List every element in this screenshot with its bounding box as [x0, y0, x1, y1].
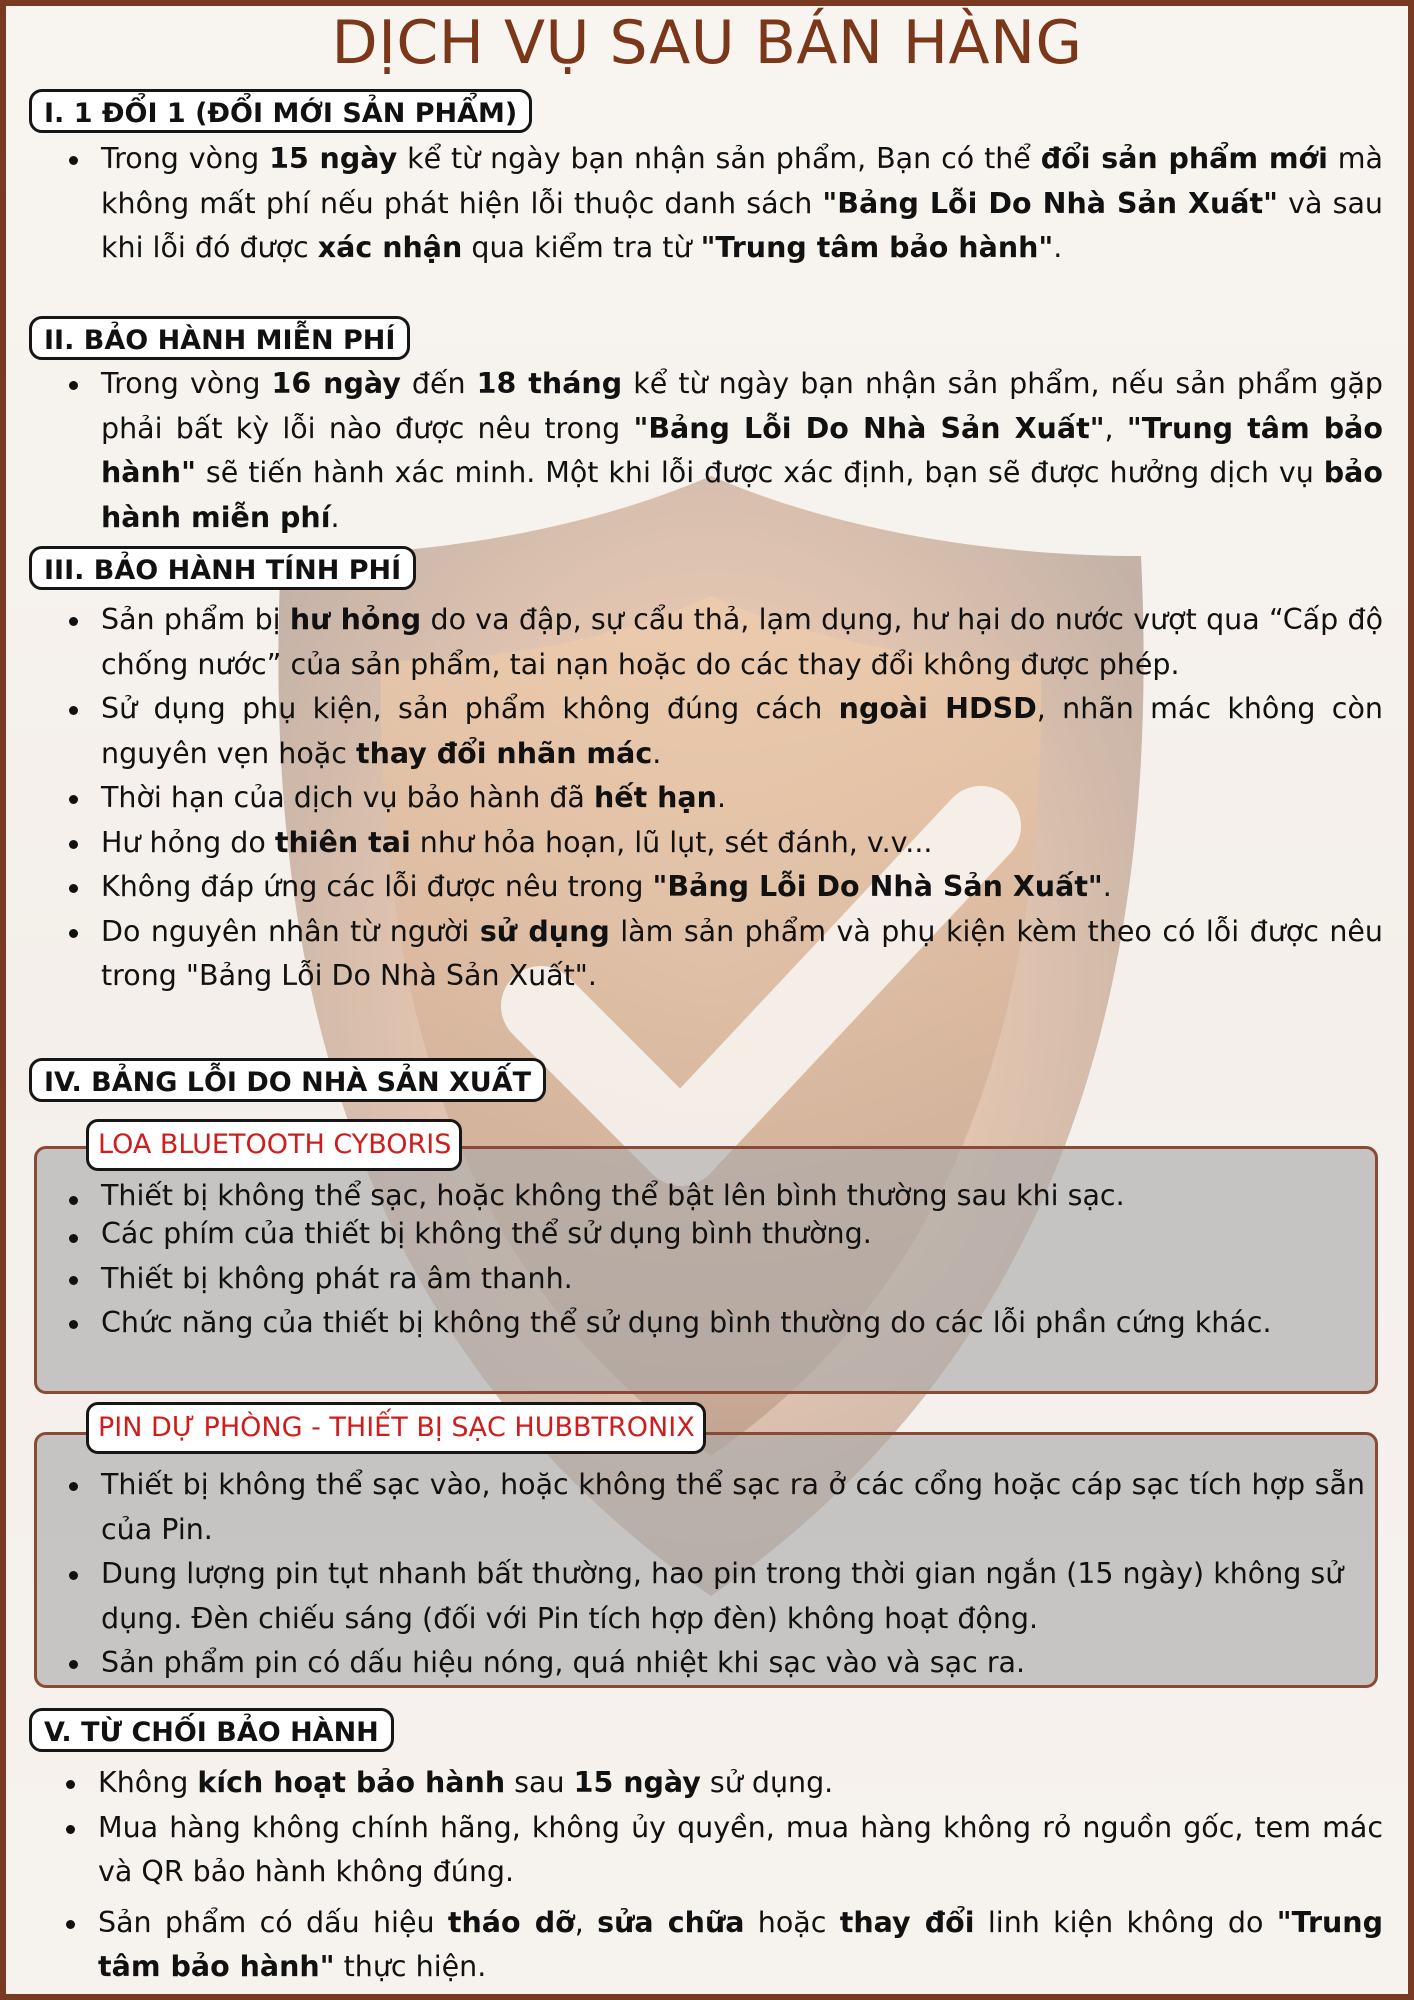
list-item: Sản phẩm bị hư hỏng do va đập, sự cẩu thả, lạm dụng, hư hại do nước vượt qua “Cấp độ chống nước” của sản phẩm, tai nạn hoặc do các thay đổi không được phép. — [33, 598, 1383, 687]
page-title: DỊCH VỤ SAU BÁN HÀNG — [331, 8, 1083, 78]
emphasis-text: 16 ngày — [271, 367, 401, 400]
list-item: Dung lượng pin tụt nhanh bất thường, hao pin trong thời gian ngắn (15 ngày) không sử dụng. Đèn chiếu sáng (đối với Pin tích hợp đèn) không hoạt động. — [33, 1552, 1365, 1641]
emphasis-text: sử dụng — [479, 914, 610, 948]
emphasis-text: hết hạn — [593, 781, 717, 814]
emphasis-text: hư hỏng — [289, 603, 422, 636]
defect-group-speaker-label: LOA BLUETOOTH CYBORIS — [86, 1119, 462, 1171]
emphasis-text: xác nhận — [317, 231, 463, 264]
section-5-heading: V. TỪ CHỐI BẢO HÀNH — [29, 1708, 394, 1752]
list-item: Sản phẩm có dấu hiệu tháo dỡ, sửa chữa hoặc thay đổi linh kiện không do "Trung tâm bảo hành" thực hiện. — [30, 1901, 1383, 1990]
emphasis-text: "Trung tâm bảo hành" — [700, 231, 1054, 264]
list-item: Sản phẩm pin có dấu hiệu nóng, quá nhiệt khi sạc vào và sạc ra. — [33, 1641, 1365, 1686]
list-item: Không đáp ứng các lỗi được nêu trong "Bảng Lỗi Do Nhà Sản Xuất". — [33, 865, 1383, 910]
emphasis-text: "Bảng Lỗi Do Nhà Sản Xuất" — [822, 186, 1279, 220]
list-item: Trong vòng 16 ngày đến 18 tháng kể từ ngày bạn nhận sản phẩm, nếu sản phẩm gặp phải bất kỳ lỗi nào được nêu trong "Bảng Lỗi Do Nhà Sản Xuất", "Trung tâm bảo hành" sẽ tiến hành xác minh. Một khi lỗi được xác định, bạn sẽ được hưởng dịch vụ bảo hành miễn phí. — [33, 362, 1383, 540]
list-item: Thời hạn của dịch vụ bảo hành đã hết hạn. — [33, 776, 1383, 821]
list-item: Do nguyên nhân từ người sử dụng làm sản phẩm và phụ kiện kèm theo có lỗi được nêu trong "Bảng Lỗi Do Nhà Sản Xuất". — [33, 910, 1383, 999]
emphasis-text: sửa chữa — [597, 1905, 745, 1939]
defect-group-powerbank-label: PIN DỰ PHÒNG - THIẾT BỊ SẠC HUBBTRONIX — [86, 1402, 706, 1454]
list-item: Thiết bị không thể sạc vào, hoặc không thể sạc ra ở các cổng hoặc cáp sạc tích hợp sẵn của Pin. — [33, 1463, 1365, 1552]
emphasis-text: "Bảng Lỗi Do Nhà Sản Xuất" — [633, 411, 1105, 445]
emphasis-text: thiên tai — [274, 825, 411, 859]
emphasis-text: kích hoạt bảo hành — [197, 1766, 506, 1799]
section-3-list — [33, 598, 1383, 999]
section-3-heading: III. BẢO HÀNH TÍNH PHÍ — [29, 546, 416, 590]
emphasis-text: "Trung tâm bảo hành" — [98, 1905, 1383, 1983]
emphasis-text: 18 tháng — [476, 367, 623, 400]
emphasis-text: "Bảng Lỗi Do Nhà Sản Xuất" — [652, 870, 1103, 903]
emphasis-text: ngoài HDSD — [838, 692, 1037, 725]
defect-group-speaker-list — [33, 1177, 1365, 1345]
emphasis-text: 15 ngày — [573, 1766, 701, 1799]
section-2-list — [33, 362, 1383, 540]
section-4-heading: IV. BẢNG LỖI DO NHÀ SẢN XUẤT — [29, 1058, 546, 1102]
section-1-list — [33, 137, 1383, 271]
defect-group-powerbank-list — [33, 1463, 1365, 1686]
section-5-list — [30, 1761, 1383, 1990]
list-item: Thiết bị không phát ra âm thanh. — [33, 1257, 1365, 1301]
section-1-heading: I. 1 ĐỔI 1 (ĐỔI MỚI SẢN PHẨM) — [29, 89, 532, 133]
emphasis-text: 15 ngày — [269, 142, 398, 175]
emphasis-text: thay đổi nhãn mác — [355, 736, 653, 770]
list-item: Các phím của thiết bị không thể sử dụng bình thường. — [33, 1215, 1365, 1253]
list-item: Hư hỏng do thiên tai như hỏa hoạn, lũ lụt, sét đánh, v.v... — [33, 821, 1383, 866]
list-item: Mua hàng không chính hãng, không ủy quyền, mua hàng không rỏ nguồn gốc, tem mác và QR bảo hành không đúng. — [30, 1806, 1383, 1895]
emphasis-text: bảo hành miễn phí — [101, 456, 1383, 534]
emphasis-text: "Trung tâm bảo hành" — [101, 411, 1383, 489]
emphasis-text: thay đổi — [839, 1905, 975, 1939]
section-2-heading: II. BẢO HÀNH MIỄN PHÍ — [29, 316, 410, 360]
list-item: Trong vòng 15 ngày kể từ ngày bạn nhận sản phẩm, Bạn có thể đổi sản phẩm mới mà không mất phí nếu phát hiện lỗi thuộc danh sách "Bảng Lỗi Do Nhà Sản Xuất" và sau khi lỗi đó được xác nhận qua kiểm tra từ "Trung tâm bảo hành". — [33, 137, 1383, 271]
emphasis-text: tháo dỡ — [447, 1905, 575, 1939]
list-item: Chức năng của thiết bị không thể sử dụng bình thường do các lỗi phần cứng khác. — [33, 1301, 1365, 1345]
list-item: Thiết bị không thể sạc, hoặc không thể bật lên bình thường sau khi sạc. — [33, 1177, 1365, 1215]
list-item: Sử dụng phụ kiện, sản phẩm không đúng cách ngoài HDSD, nhãn mác không còn nguyên vẹn hoặc thay đổi nhãn mác. — [33, 687, 1383, 776]
list-item: Không kích hoạt bảo hành sau 15 ngày sử dụng. — [30, 1761, 1383, 1806]
emphasis-text: đổi sản phẩm mới — [1040, 142, 1328, 175]
